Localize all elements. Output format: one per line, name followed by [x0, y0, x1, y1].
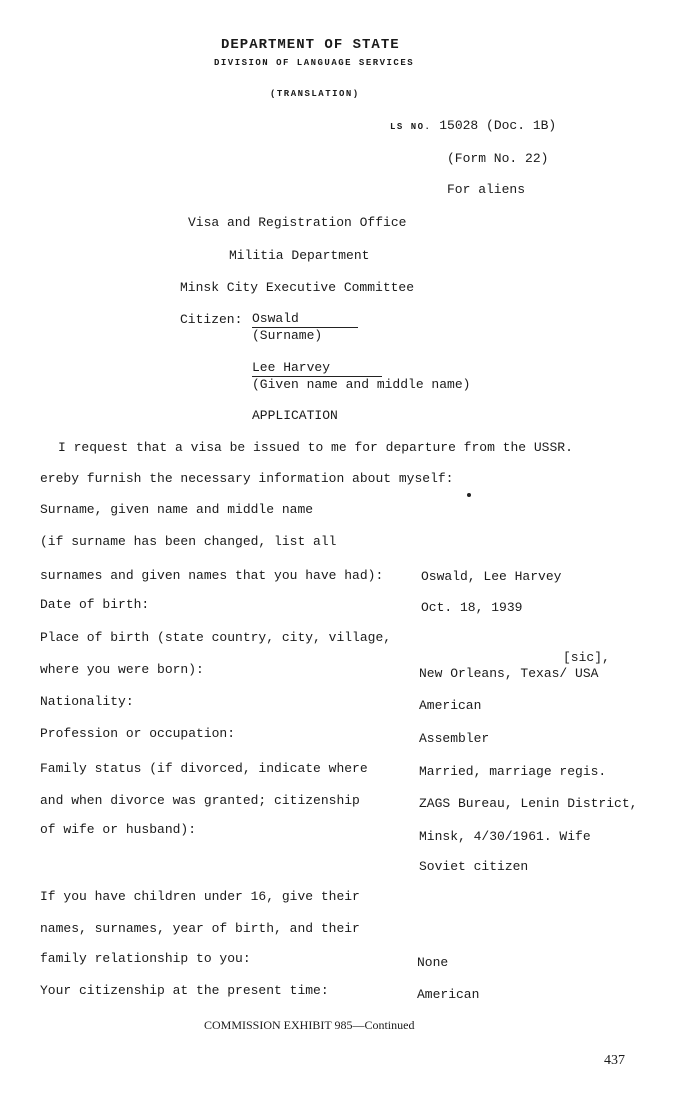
application-title: APPLICATION [252, 408, 338, 423]
ls-number: 15028 (Doc. 1B) [439, 118, 557, 133]
for-aliens-label: For aliens [447, 182, 526, 197]
children-answer: None [417, 955, 449, 970]
ls-reference [390, 118, 556, 135]
family-question-1: Family status (if divorced, indicate where [40, 761, 368, 776]
citizenship-question: Your citizenship at the present time: [40, 983, 329, 998]
dob-question: Date of birth: [40, 597, 150, 612]
ink-mark [467, 493, 471, 497]
family-answer-4: Soviet citizen [419, 859, 529, 874]
given-name-label: (Given name and middle name) [252, 377, 471, 392]
citizenship-answer: American [417, 987, 480, 1002]
name-question-3: surnames and given names that you have had): [40, 568, 384, 583]
dob-answer: Oct. 18, 1939 [421, 600, 523, 615]
intro-line-1: I request that a visa be issued to me for departure from the USSR. [58, 440, 573, 455]
name-answer: Oswald, Lee Harvey [421, 569, 562, 584]
pob-answer: New Orleans, Texas/ USA [419, 666, 599, 681]
exhibit-caption: COMMISSION EXHIBIT 985—Continued [204, 1018, 415, 1032]
nationality-question: Nationality: [40, 694, 134, 709]
family-answer-2: ZAGS Bureau, Lenin District, [419, 796, 638, 811]
children-question-3: family relationship to you: [40, 951, 251, 966]
name-question-2: (if surname has been changed, list all [40, 534, 337, 549]
family-answer-3: Minsk, 4/30/1961. Wife [419, 829, 591, 844]
office-line-1: Visa and Registration Office [188, 215, 407, 230]
nationality-answer: American [419, 698, 482, 713]
pob-question-1: Place of birth (state country, city, village, [40, 630, 392, 645]
translation-label: (TRANSLATION) [270, 89, 360, 99]
office-line-2: Militia Department [229, 248, 370, 263]
given-name-value: Lee Harvey [252, 360, 382, 377]
office-line-3: Minsk City Executive Committee [180, 280, 415, 295]
surname-label: (Surname) [252, 328, 323, 343]
citizen-label: Citizen: [180, 312, 243, 327]
page-number: 437 [604, 1053, 625, 1068]
pob-sic-note: [sic], [563, 650, 610, 665]
profession-question: Profession or occupation: [40, 726, 236, 741]
pob-question-2: where you were born): [40, 662, 204, 677]
profession-answer: Assembler [419, 731, 490, 746]
family-answer-1: Married, marriage regis. [419, 764, 607, 779]
name-question-1: Surname, given name and middle name [40, 502, 314, 517]
family-question-2: and when divorce was granted; citizenship [40, 793, 360, 808]
surname-value: Oswald [252, 311, 358, 328]
children-question-1: If you have children under 16, give their [40, 889, 360, 904]
intro-line-2: ereby furnish the necessary information about myself: [40, 471, 454, 486]
form-number: (Form No. 22) [447, 151, 549, 166]
family-question-3: of wife or husband): [40, 822, 197, 837]
division-heading: DIVISION OF LANGUAGE SERVICES [214, 58, 415, 68]
children-question-2: names, surnames, year of birth, and their [40, 921, 360, 936]
department-heading: DEPARTMENT OF STATE [221, 37, 400, 53]
ls-prefix: LS NO. [390, 122, 432, 132]
